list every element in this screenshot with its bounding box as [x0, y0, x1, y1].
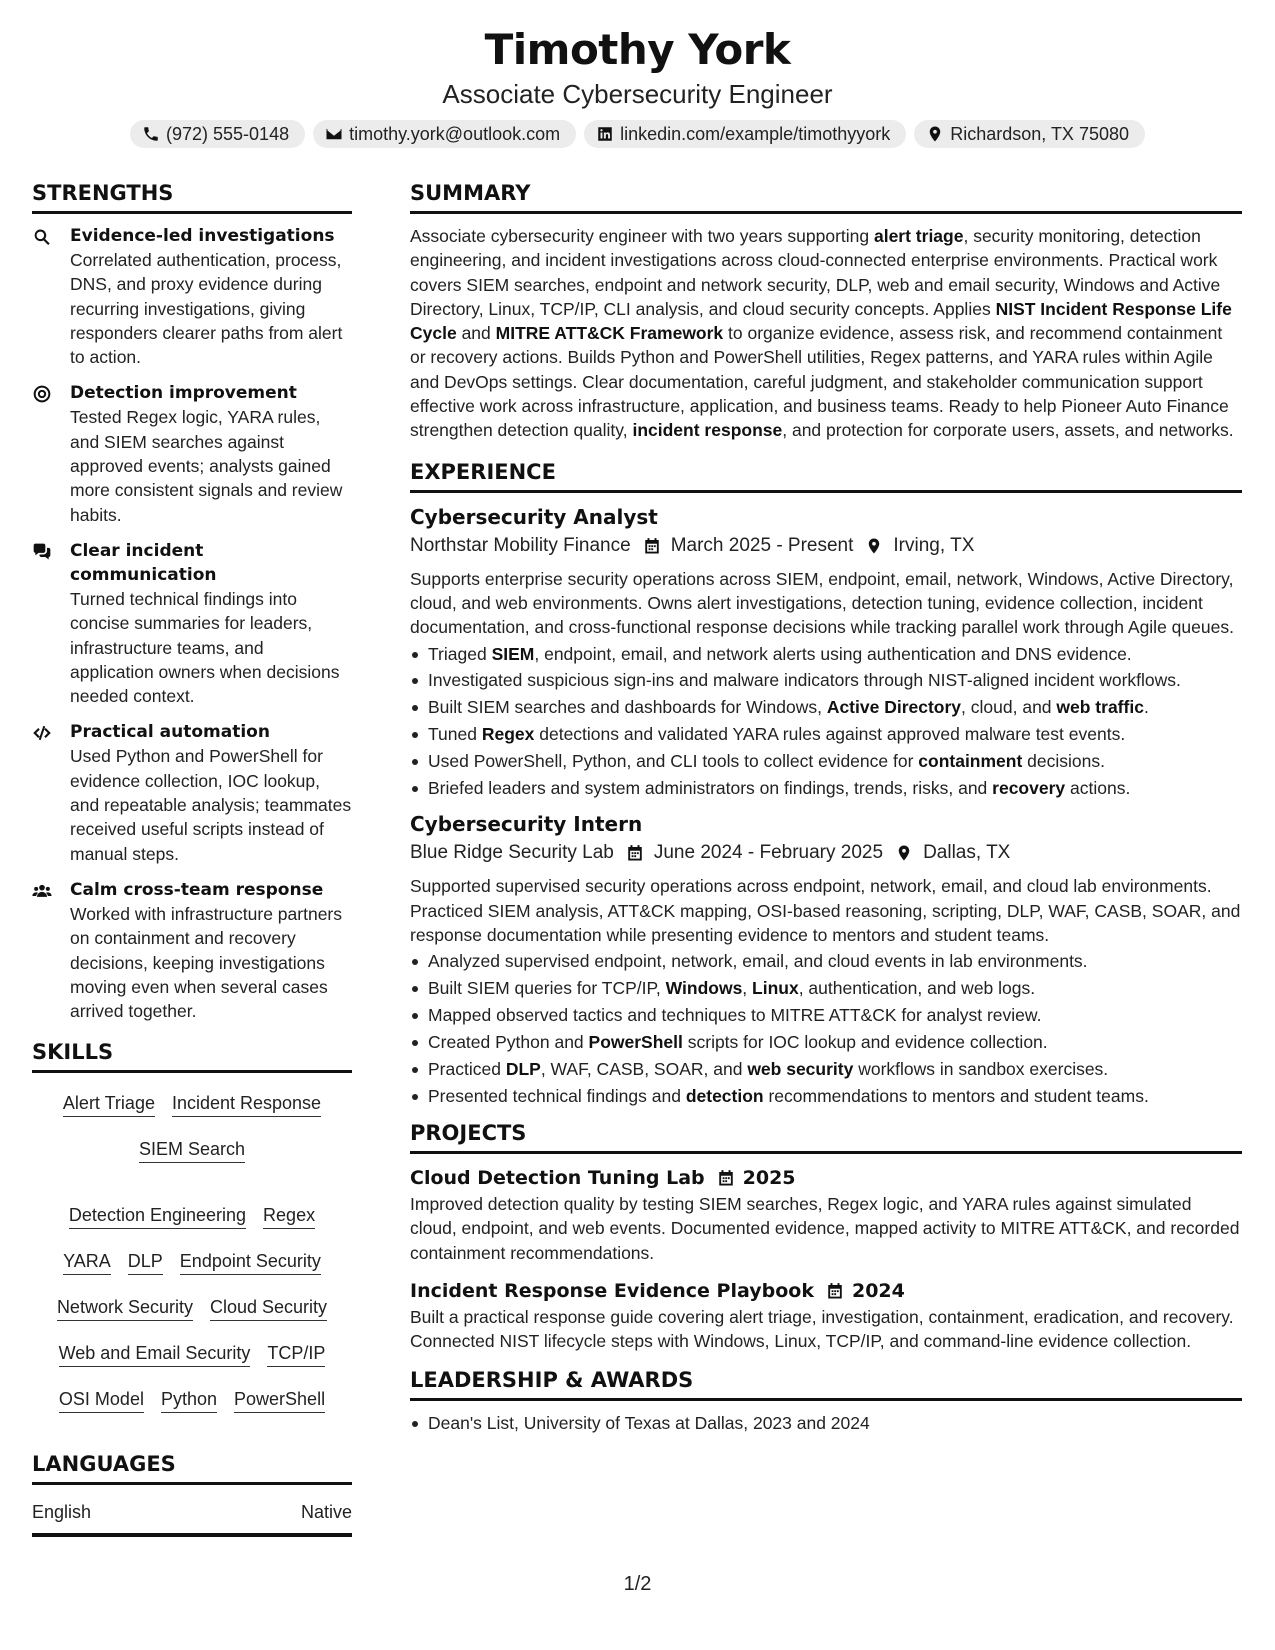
job-bullets	[410, 949, 1242, 1108]
experience-entry	[410, 503, 1242, 801]
skill-tag: TCP/IP	[267, 1341, 325, 1367]
skill-tag: Detection Engineering	[69, 1203, 246, 1229]
project-description: Built a practical response guide covering alert triage, investigation, containment, eradication, and recovery. Connected NIST lifecycle steps with Windows, Linux, TCP/IP, and command-line evidence collection.	[410, 1306, 1234, 1352]
strengths-heading: STRENGTHS	[32, 178, 352, 214]
job-meta	[410, 531, 1242, 561]
job-meta	[410, 838, 1242, 868]
skill-tag: PowerShell	[234, 1387, 325, 1413]
contact-bar	[0, 120, 1275, 148]
languages-heading: LANGUAGES	[32, 1449, 352, 1485]
candidate-name: Timothy York	[484, 25, 791, 74]
job-title: Associate Cybersecurity Engineer	[442, 79, 833, 109]
strength-item	[32, 224, 352, 369]
job-dates: March 2025 - Present	[670, 534, 854, 556]
strength-desc: Used Python and PowerShell for evidence collection, IOC lookup, and repeatable analysis; teammates received useful scripts instead of manual steps.	[70, 746, 352, 864]
location-pin-icon	[895, 844, 913, 862]
list-item: Created Python and PowerShell scripts for IOC lookup and evidence collection.	[410, 1030, 1242, 1054]
list-item: Analyzed supervised endpoint, network, email, and cloud events in lab environments.	[410, 949, 1242, 973]
list-item: Dean's List, University of Texas at Dallas, 2023 and 2024	[410, 1411, 1242, 1435]
skill-tag: Cloud Security	[210, 1295, 327, 1321]
strength-item	[32, 539, 352, 708]
project-description: Improved detection quality by testing SIEM searches, Regex logic, and YARA rules against simulated cloud, endpoint, and web events. Documented evidence, mapped activity to MITRE ATT&CK, and recorded containment recommendations.	[410, 1193, 1240, 1263]
list-item: Briefed leaders and system administrators on findings, trends, risks, and recovery actions.	[410, 776, 1242, 800]
strength-desc: Correlated authentication, process, DNS, and proxy evidence during recurring investigations, giving responders clearer paths from alert to action.	[70, 250, 343, 368]
strength-title: Detection improvement	[70, 383, 297, 404]
leadership-heading: LEADERSHIP & AWARDS	[410, 1365, 1242, 1401]
list-item: Used PowerShell, Python, and CLI tools to collect evidence for containment decisions.	[410, 749, 1242, 773]
project-title: Incident Response Evidence Playbook	[410, 1279, 814, 1302]
page-number: 1/2	[623, 1573, 652, 1595]
skill-tag: OSI Model	[59, 1387, 144, 1413]
skill-tag: Regex	[263, 1203, 315, 1229]
email-chip[interactable]	[313, 120, 576, 148]
calendar-icon	[626, 844, 644, 862]
summary-text: Associate cybersecurity engineer with two years supporting alert triage, security monitoring, detection engineering, and incident investigations across cloud-connected enterprise environments. Practical work covers SIEM searches, endpoint and network security, DLP, web and email security, Windows and Active Directory, Linux, TCP/IP, CLI analysis, and cloud security concepts. Applies NIST Incident Response Life Cycle and MITRE ATT&CK Framework to organize evidence, assess risk, and recommend containment or recovery actions. Builds Python and PowerShell utilities, Regex patterns, and YARA rules within Agile and DevOps settings. Clear documentation, careful judgment, and stakeholder communication support effective work across infrastructure, application, and business teams. Ready to help Pioneer Auto Finance strengthen detection quality, incident response, and protection for corporate users, assets, and networks.	[410, 226, 1234, 441]
skills-list	[32, 1087, 352, 1413]
job-location: Dallas, TX	[923, 842, 1011, 864]
strength-item	[32, 720, 352, 865]
skill-tag: SIEM Search	[139, 1137, 245, 1163]
skill-tag: Endpoint Security	[180, 1249, 321, 1275]
job-location: Irving, TX	[893, 534, 975, 556]
job-description: Supports enterprise security operations across SIEM, endpoint, email, network, Windows, Active Directory, cloud, and web environments. Owns alert investigations, detection tuning, evidence collection, incident documentation, and cross-functional response decisions while tracking parallel work through Agile queues.	[410, 568, 1234, 638]
experience-heading: EXPERIENCE	[410, 457, 1242, 493]
project-entry	[410, 1277, 1242, 1354]
skill-tag: Alert Triage	[63, 1091, 155, 1117]
language-name: English	[32, 1502, 92, 1523]
company-name: Blue Ridge Security Lab	[410, 842, 614, 864]
skill-tag: Network Security	[57, 1295, 193, 1321]
calendar-icon	[643, 537, 661, 555]
job-description: Supported supervised security operations across endpoint, network, email, and cloud lab environments. Practiced SIEM analysis, ATT&CK mapping, OSI-based reasoning, scripting, DLP, WAF, CASB, SOAR, and response documentation while presenting evidence to mentors and student teams.	[410, 876, 1241, 945]
strength-title: Clear incident communication	[70, 540, 217, 585]
resume-header	[0, 0, 1275, 148]
calendar-icon	[826, 1282, 844, 1300]
strength-desc: Tested Regex logic, YARA rules, and SIEM searches against approved events; analysts gained more consistent signals and review habits.	[70, 407, 343, 525]
skills-heading: SKILLS	[32, 1037, 352, 1073]
location-chip[interactable]	[914, 120, 1145, 148]
project-entry	[410, 1164, 1242, 1265]
list-item: Mapped observed tactics and techniques to MITRE ATT&CK for analyst review.	[410, 1003, 1242, 1027]
leadership-list	[410, 1411, 1242, 1435]
location-text: Richardson, TX 75080	[950, 123, 1129, 144]
strength-item	[32, 381, 352, 526]
target-icon	[32, 384, 52, 404]
skill-tag: DLP	[128, 1249, 163, 1275]
left-column	[32, 178, 352, 1537]
strength-desc: Worked with infrastructure partners on containment and recovery decisions, keeping investigations moving even when several cases arrived together.	[70, 903, 343, 1022]
project-year: 2025	[742, 1166, 796, 1189]
job-dates: June 2024 - February 2025	[653, 842, 884, 864]
chat-bubbles-icon	[32, 542, 52, 562]
search-icon	[32, 227, 52, 247]
position-title: Cybersecurity Analyst	[410, 504, 658, 529]
linkedin-text: linkedin.com/example/timothyyork	[620, 123, 891, 144]
users-icon	[32, 881, 52, 901]
strength-desc: Turned technical findings into concise summaries for leaders, infrastructure teams, and application owners when decisions needed context.	[70, 588, 340, 707]
skill-tag: Web and Email Security	[59, 1341, 251, 1367]
list-item: Investigated suspicious sign-ins and malware indicators through NIST-aligned incident workflows.	[410, 668, 1242, 692]
list-item: Presented technical findings and detection recommendations to mentors and student teams.	[410, 1084, 1242, 1108]
calendar-icon	[717, 1169, 735, 1187]
right-column	[410, 178, 1242, 1537]
list-item: Tuned Regex detections and validated YARA rules against approved malware test events.	[410, 722, 1242, 746]
project-year: 2024	[851, 1279, 905, 1302]
list-item: Practiced DLP, WAF, CASB, SOAR, and web security workflows in sandbox exercises.	[410, 1057, 1242, 1081]
project-title: Cloud Detection Tuning Lab	[410, 1166, 705, 1189]
company-name: Northstar Mobility Finance	[410, 534, 631, 556]
location-pin-icon	[926, 125, 944, 143]
phone-text: (972) 555-0148	[166, 123, 290, 144]
experience-entry	[410, 810, 1242, 1108]
language-row	[32, 1499, 352, 1537]
code-icon	[32, 723, 52, 743]
location-pin-icon	[865, 537, 883, 555]
strength-title: Calm cross-team response	[70, 879, 324, 900]
linkedin-icon	[596, 125, 614, 143]
skill-tag: YARA	[63, 1249, 111, 1275]
strength-title: Practical automation	[70, 722, 270, 743]
job-bullets	[410, 642, 1242, 801]
projects-heading: PROJECTS	[410, 1118, 1242, 1154]
email-text: timothy.york@outlook.com	[349, 123, 561, 144]
summary-heading: SUMMARY	[410, 178, 1242, 214]
linkedin-chip[interactable]	[584, 120, 906, 148]
skill-tag: Incident Response	[172, 1091, 321, 1117]
list-item: Triaged SIEM, endpoint, email, and network alerts using authentication and DNS evidence.	[410, 642, 1242, 666]
list-item: Built SIEM queries for TCP/IP, Windows, Linux, authentication, and web logs.	[410, 976, 1242, 1000]
envelope-icon	[325, 125, 343, 143]
strength-title: Evidence-led investigations	[70, 226, 335, 246]
skill-tag: Python	[161, 1387, 217, 1413]
phone-icon	[142, 125, 160, 143]
phone-chip[interactable]	[130, 120, 305, 148]
language-level: Native	[300, 1502, 352, 1523]
list-item: Built SIEM searches and dashboards for Windows, Active Directory, cloud, and web traffic.	[410, 695, 1242, 719]
position-title: Cybersecurity Intern	[410, 812, 643, 837]
strength-item	[32, 878, 352, 1023]
